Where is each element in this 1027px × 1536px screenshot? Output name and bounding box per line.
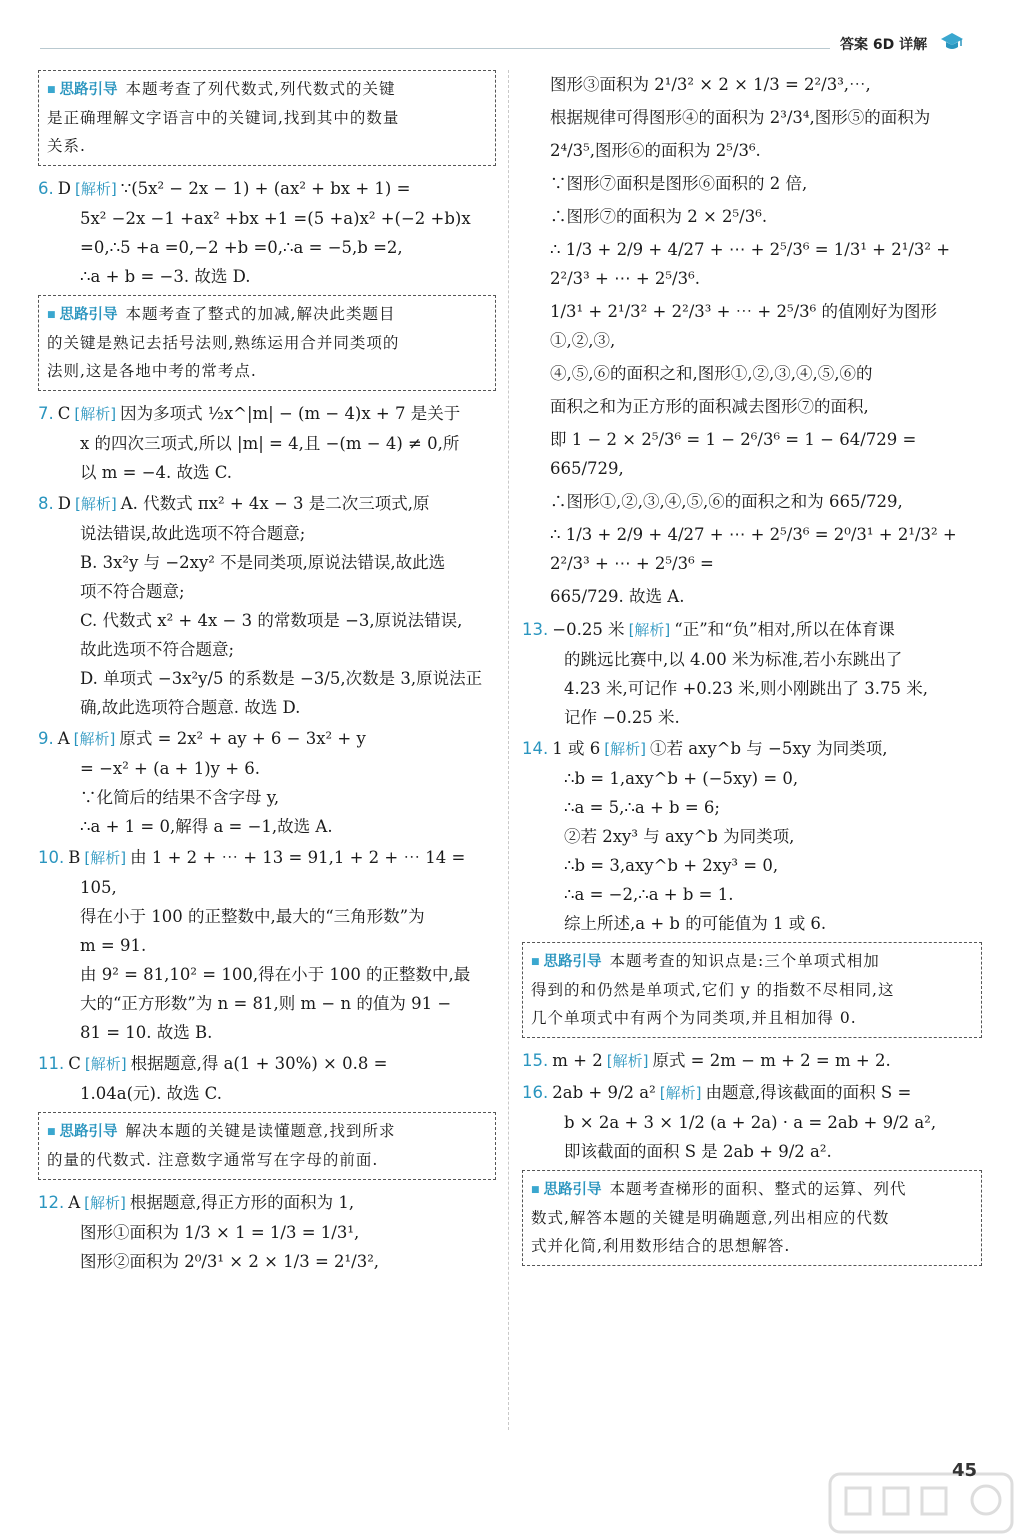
answer-choice: D <box>57 179 71 198</box>
answer-text: 记作 −0.25 米. <box>564 708 680 727</box>
answer-text: 原式 = 2x² + ay + 6 − 3x² + y <box>119 729 366 748</box>
answer-line <box>38 989 496 1018</box>
answer-text: C. 代数式 x² + 4x − 3 的常数项是 −3,原说法错误, <box>80 611 463 630</box>
solution-line: ∴图形①,②,③,④,⑤,⑥的面积之和为 665/729, <box>550 492 903 511</box>
tip-text: 法则,这是各地中考的常考点. <box>47 362 257 380</box>
answer-item <box>522 1046 982 1076</box>
answer-text: ∵(5x² − 2x − 1) + (ax² + bx + 1) = <box>120 179 411 198</box>
answer-line <box>38 902 496 931</box>
answer-line <box>38 429 496 458</box>
answer-choice: C <box>68 1054 81 1073</box>
question-number: 10. <box>38 848 65 867</box>
tip-text: 本题考查的知识点是:三个单项式相加 <box>609 952 880 970</box>
answer-text: B. 3x²y 与 −2xy² 不是同类项,原说法错误,故此选 <box>80 553 446 572</box>
analysis-tag: [解析] <box>73 730 116 748</box>
answer-line <box>38 606 496 635</box>
answer-item <box>38 843 496 1047</box>
tip-text: 关系. <box>47 137 86 155</box>
answer-text: ∴a + 1 = 0,解得 a = −1,故选 A. <box>80 817 333 836</box>
tip-line <box>531 1175 973 1204</box>
answer-line <box>522 822 982 851</box>
answer-text: 得在小于 100 的正整数中,最大的“三角形数”为 <box>80 907 425 926</box>
question-number: 6. <box>38 179 54 198</box>
tip-text: 是正确理解文字语言中的关键词,找到其中的数量 <box>47 109 400 127</box>
tip-line <box>531 1204 973 1232</box>
solution-line: ∵图形⑦面积是图形⑥面积的 2 倍, <box>550 174 808 193</box>
answer-line <box>38 1247 496 1276</box>
answer-line <box>38 399 496 429</box>
question-number: 11. <box>38 1054 65 1073</box>
solution-line: 665/729. 故选 A. <box>550 587 685 606</box>
answer-text: 的跳远比赛中,以 4.00 米为标准,若小东跳出了 <box>564 650 903 669</box>
answer-text: A. 代数式 πx² + 4x − 3 是二次三项式,原 <box>120 494 430 513</box>
answer-line <box>38 1018 496 1047</box>
answer-choice: −0.25 米 <box>552 620 625 639</box>
answer-line <box>38 548 496 577</box>
answer-text: ∴a + b = −3. 故选 D. <box>80 267 251 286</box>
answer-line <box>522 880 982 909</box>
answer-line <box>522 1108 982 1137</box>
answer-line <box>38 635 496 664</box>
answer-item <box>522 615 982 732</box>
question-number: 9. <box>38 729 54 748</box>
answer-line <box>522 909 982 938</box>
tip-line <box>47 329 487 357</box>
answer-text: 说法错误,故此选项不符合题意; <box>80 524 306 543</box>
header-title: 答案 6D 详解 <box>840 37 928 53</box>
answer-item <box>38 399 496 487</box>
right-column <box>522 66 982 1274</box>
solution-line: 1/3¹ + 2¹/3² + 2²/3³ + ⋯ + 2⁵/3⁶ 的值刚好为图形①,②,③, <box>550 302 938 350</box>
answer-line <box>38 783 496 812</box>
solution-line: 2⁴/3⁵,图形⑥的面积为 2⁵/3⁶. <box>550 141 761 160</box>
analysis-tag: [解析] <box>74 405 117 423</box>
answer-text: 图形①面积为 1/3 × 1 = 1/3 = 1/3¹, <box>80 1223 360 1242</box>
analysis-tag: [解析] <box>628 621 671 639</box>
answer-text: m = 91. <box>80 936 147 955</box>
answer-text: 图形②面积为 2⁰/3¹ × 2 × 1/3 = 2¹/3², <box>80 1252 380 1271</box>
tip-line <box>531 976 973 1004</box>
left-column <box>38 66 496 1278</box>
answer-text: =0,∴5 +a =0,−2 +b =0,∴a = −5,b =2, <box>80 238 403 257</box>
tip-text: 得到的和仍然是单项式,它们 y 的指数不尽相同,这 <box>531 981 895 999</box>
answer-line <box>38 873 496 902</box>
question-number: 15. <box>522 1051 549 1070</box>
answer-line <box>38 1049 496 1079</box>
answer-line <box>38 233 496 262</box>
answer-text: 5x² −2x −1 +ax² +bx +1 =(5 +a)x² +(−2 +b)x <box>80 209 471 228</box>
answer-line <box>38 1218 496 1247</box>
answer-text: = −x² + (a + 1)y + 6. <box>80 759 261 778</box>
answer-choice: 2ab + 9/2 a² <box>552 1083 656 1102</box>
answer-text: 根据题意,得正方形的面积为 1, <box>129 1193 355 1212</box>
watermark-logo <box>826 1470 1016 1536</box>
answer-text: 项不符合题意; <box>80 582 185 601</box>
answer-line <box>38 577 496 606</box>
answer-line <box>522 1046 982 1076</box>
answer-item <box>522 1078 982 1166</box>
answer-line <box>522 1137 982 1166</box>
thinking-guide-box <box>38 295 496 391</box>
answer-choice: C <box>57 404 71 423</box>
answer-text: 105, <box>80 878 117 897</box>
question-number: 7. <box>38 404 54 423</box>
analysis-tag: [解析] <box>84 1194 126 1212</box>
solution-line: 面积之和为正方形的面积减去图形⑦的面积, <box>550 397 869 416</box>
tip-text: 本题考查了列代数式,列代数式的关键 <box>125 80 396 98</box>
answer-text: 4.23 米,可记作 +0.23 米,则小刚跳出了 3.75 米, <box>564 679 928 698</box>
answer-choice: 1 或 6 <box>552 739 601 758</box>
answer-line <box>38 724 496 754</box>
answer-text: 故此选项不符合题意; <box>80 640 235 659</box>
analysis-tag: [解析] <box>606 1052 649 1070</box>
answer-line <box>522 703 982 732</box>
tip-tag-label: ■ 思路引导 <box>531 954 602 970</box>
answer-text: ∴b = 1,axy^b + (−5xy) = 0, <box>564 769 799 788</box>
answer-text: 原式 = 2m − m + 2 = m + 2. <box>652 1051 891 1070</box>
tip-text: 解决本题的关键是读懂题意,找到所求 <box>125 1122 396 1140</box>
tip-text: 式并化简,利用数形结合的思想解答. <box>531 1237 791 1255</box>
continued-solution <box>522 70 982 611</box>
answer-choice: B <box>68 848 81 867</box>
tip-line <box>47 1117 487 1146</box>
tip-text: 数式,解答本题的关键是明确题意,列出相应的代数 <box>531 1209 890 1227</box>
answer-line <box>522 1078 982 1108</box>
tip-line <box>47 75 487 104</box>
answer-line <box>38 519 496 548</box>
tip-text: 的量的代数式. 注意数字通常写在字母的前面. <box>47 1151 379 1169</box>
thinking-guide-box <box>522 942 982 1038</box>
tip-tag-label: ■ 思路引导 <box>47 1124 118 1140</box>
answer-line <box>38 812 496 841</box>
answer-text: 81 = 10. 故选 B. <box>80 1023 213 1042</box>
answer-text: ∵化简后的结果不含字母 y, <box>80 788 280 807</box>
answer-text: ∴a = −2,∴a + b = 1. <box>564 885 734 904</box>
analysis-tag: [解析] <box>604 740 646 758</box>
answer-text: 因为多项式 ½x^|m| − (m − 4)x + 7 是关于 <box>120 404 461 423</box>
solution-line: ∴图形⑦的面积为 2 × 2⁵/3⁶. <box>550 207 768 226</box>
answer-text: D. 单项式 −3x²y/5 的系数是 −3/5,次数是 3,原说法正 <box>80 669 483 688</box>
answer-text: ∴b = 3,axy^b + 2xy³ = 0, <box>564 856 779 875</box>
question-number: 8. <box>38 494 54 513</box>
question-number: 16. <box>522 1083 549 1102</box>
answer-choice: A <box>57 729 70 748</box>
tip-line <box>47 300 487 329</box>
answer-text: ∴a = 5,∴a + b = 6; <box>564 798 720 817</box>
answer-item <box>522 734 982 938</box>
analysis-tag: [解析] <box>659 1084 702 1102</box>
tip-text: 本题考查梯形的面积、整式的运算、列代 <box>609 1180 907 1198</box>
tip-tag-label: ■ 思路引导 <box>531 1182 602 1198</box>
tip-text: 几个单项式中有两个为同类项,并且相加得 0. <box>531 1009 857 1027</box>
answer-line <box>522 793 982 822</box>
answer-text: 根据题意,得 a(1 + 30%) × 0.8 = <box>130 1054 388 1073</box>
answer-text: 由 1 + 2 + ⋯ + 13 = 91,1 + 2 + ⋯ 14 = <box>130 848 466 867</box>
question-number: 13. <box>522 620 549 639</box>
header-rule <box>40 48 830 49</box>
solution-line: 图形③面积为 2¹/3² × 2 × 1/3 = 2²/3³,⋯, <box>550 75 871 94</box>
answer-line <box>522 674 982 703</box>
answer-item <box>38 174 496 291</box>
page-number: 45 <box>952 1460 978 1481</box>
tip-tag-label: ■ 思路引导 <box>47 82 118 98</box>
column-divider <box>508 70 509 1430</box>
answer-item <box>38 489 496 722</box>
answer-line <box>38 489 496 519</box>
answer-item <box>38 1049 496 1108</box>
tip-text: 的关键是熟记去括号法则,熟练运用合并同类项的 <box>47 334 400 352</box>
answer-line <box>38 174 496 204</box>
analysis-tag: [解析] <box>84 1055 127 1073</box>
answer-text: 由题意,得该截面的面积 S = <box>705 1083 912 1102</box>
answer-line <box>38 754 496 783</box>
answer-line <box>522 734 982 764</box>
answer-line <box>38 843 496 873</box>
thinking-guide-box <box>522 1170 982 1266</box>
answer-line <box>522 764 982 793</box>
tip-line <box>531 1004 973 1032</box>
tip-line <box>531 947 973 976</box>
answer-choice: A <box>68 1193 81 1212</box>
tip-line <box>47 132 487 160</box>
answer-line <box>38 931 496 960</box>
answer-line <box>522 615 982 645</box>
analysis-tag: [解析] <box>84 849 127 867</box>
answer-choice: D <box>57 494 71 513</box>
answer-line <box>38 1079 496 1108</box>
solution-line: ④,⑤,⑥的面积之和,图形①,②,③,④,⑤,⑥的 <box>550 364 873 383</box>
answer-line <box>522 645 982 674</box>
answer-text: 综上所述,a + b 的可能值为 1 或 6. <box>564 914 827 933</box>
analysis-tag: [解析] <box>74 180 117 198</box>
tip-line <box>531 1232 973 1260</box>
answer-text: ①若 axy^b 与 −5xy 为同类项, <box>649 739 888 758</box>
solution-line: ∴ 1/3 + 2/9 + 4/27 + ⋯ + 2⁵/3⁶ = 1/3¹ + 2¹/3² + 2²/3³ + ⋯ + 2⁵/3⁶. <box>550 240 951 288</box>
question-number: 14. <box>522 739 549 758</box>
answer-text: 确,故此选项符合题意. 故选 D. <box>80 698 301 717</box>
tip-text: 本题考查了整式的加减,解决此类题目 <box>125 305 396 323</box>
answer-line <box>38 693 496 722</box>
answer-item <box>38 724 496 841</box>
tip-line <box>47 357 487 385</box>
answer-item <box>38 1188 496 1276</box>
answer-text: “正”和“负”相对,所以在体育课 <box>674 620 895 639</box>
solution-line: 根据规律可得图形④的面积为 2³/3⁴,图形⑤的面积为 <box>550 108 931 127</box>
answer-text: 由 9² = 81,10² = 100,得在小于 100 的正整数中,最 <box>80 965 471 984</box>
answer-text: x 的四次三项式,所以 |m| = 4,且 −(m − 4) ≠ 0,所 <box>80 434 460 453</box>
question-number: 12. <box>38 1193 65 1212</box>
solution-line: ∴ 1/3 + 2/9 + 4/27 + ⋯ + 2⁵/3⁶ = 2⁰/3¹ + 2¹/3² + 2²/3³ + ⋯ + 2⁵/3⁶ = <box>550 525 957 573</box>
answer-line <box>38 664 496 693</box>
thinking-guide-box <box>38 1112 496 1180</box>
answer-line <box>38 1188 496 1218</box>
answer-line <box>38 960 496 989</box>
answer-line <box>522 851 982 880</box>
answer-line <box>38 458 496 487</box>
answer-text: 1.04a(元). 故选 C. <box>80 1084 222 1103</box>
answer-text: 以 m = −4. 故选 C. <box>80 463 233 482</box>
tip-tag-label: ■ 思路引导 <box>47 307 118 323</box>
answer-text: 大的“正方形数”为 n = 81,则 m − n 的值为 91 − <box>80 994 452 1013</box>
answer-choice: m + 2 <box>552 1051 603 1070</box>
tip-line <box>47 1146 487 1174</box>
answer-line <box>38 204 496 233</box>
tip-line <box>47 104 487 132</box>
answer-text: b × 2a + 3 × 1/2 (a + 2a) · a = 2ab + 9/2 a², <box>564 1113 937 1132</box>
answer-line <box>38 262 496 291</box>
analysis-tag: [解析] <box>74 495 117 513</box>
answer-text: 即该截面的面积 S 是 2ab + 9/2 a². <box>564 1142 832 1161</box>
answer-text: ②若 2xy³ 与 axy^b 为同类项, <box>564 827 795 846</box>
thinking-guide-box <box>38 70 496 166</box>
graduation-cap-icon <box>940 30 964 52</box>
solution-line: 即 1 − 2 × 2⁵/3⁶ = 1 − 2⁶/3⁶ = 1 − 64/729 = 665/729, <box>550 430 917 478</box>
